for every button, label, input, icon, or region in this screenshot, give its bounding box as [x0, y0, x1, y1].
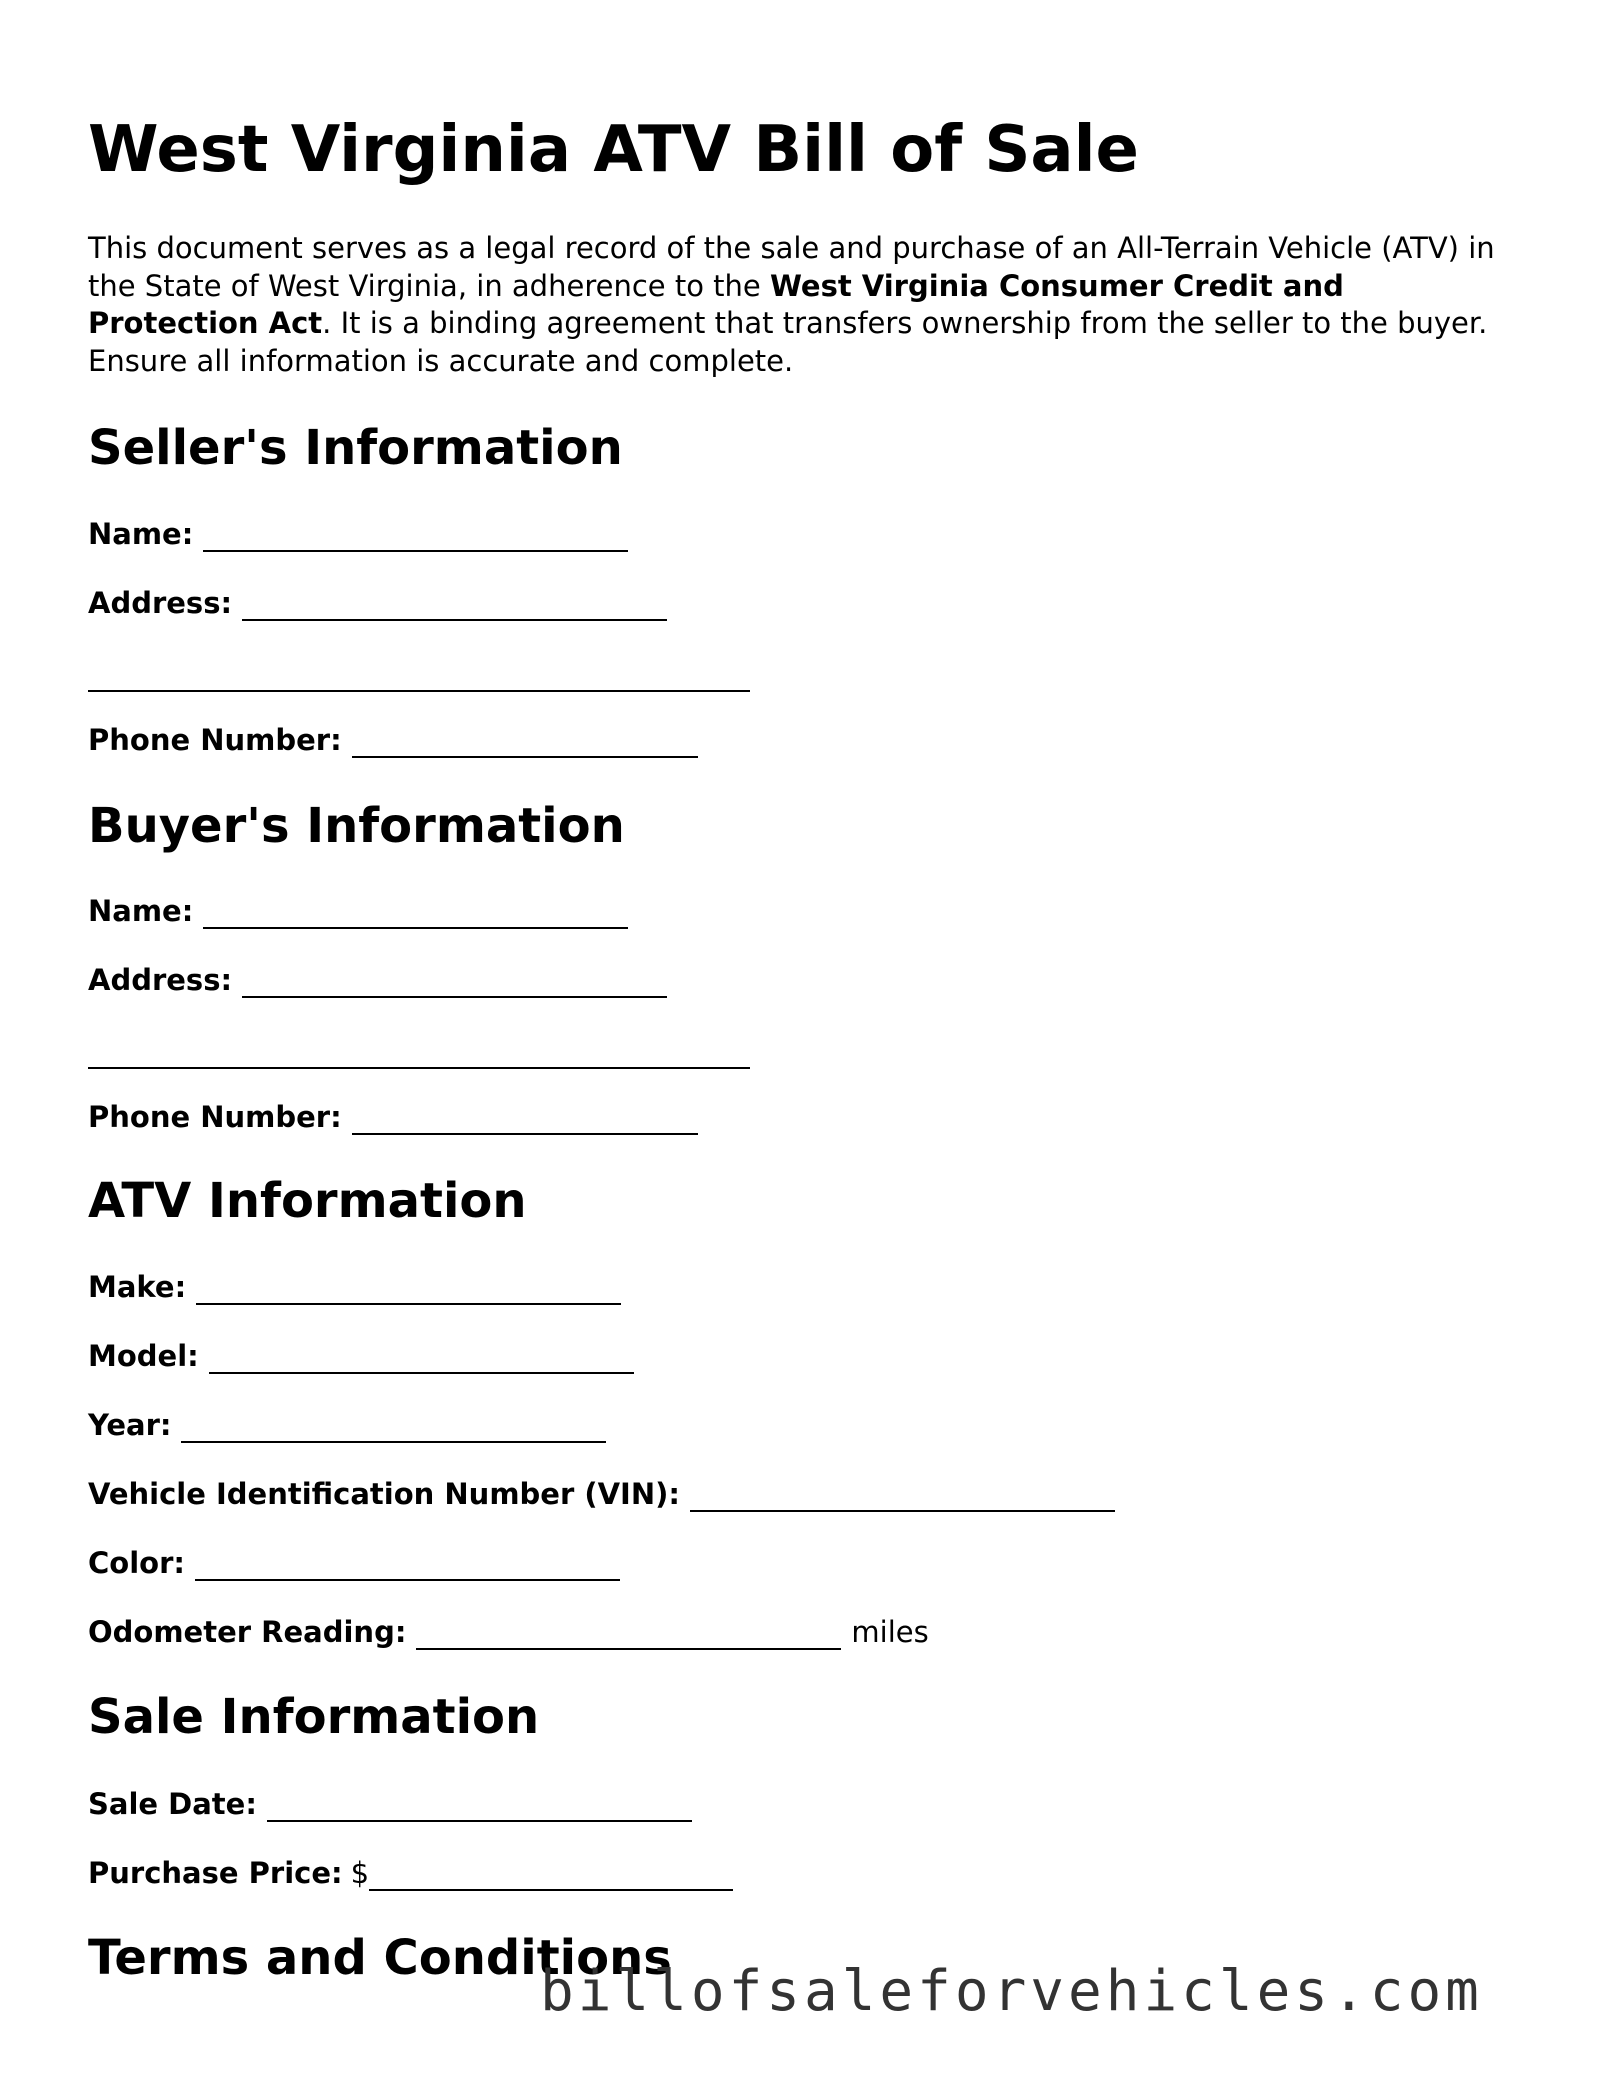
- atv-odometer-label: Odometer Reading:: [88, 1615, 407, 1649]
- sale-price-currency: $: [350, 1856, 370, 1890]
- atv-color-field: [88, 1545, 620, 1581]
- intro-paragraph: [88, 230, 1518, 380]
- buyer-address-field: [88, 962, 667, 998]
- atv-model-label: Model:: [88, 1339, 199, 1373]
- atv-make-field: [88, 1269, 621, 1305]
- sale-date-blank[interactable]: [267, 1792, 692, 1822]
- watermark-text: billofsaleforvehicles.com: [540, 1959, 1483, 2024]
- seller-name-blank[interactable]: [203, 522, 628, 552]
- seller-address-field: [88, 585, 667, 621]
- buyer-phone-label: Phone Number:: [88, 1100, 342, 1134]
- sale-price-blank[interactable]: [369, 1861, 733, 1891]
- atv-year-field: [88, 1407, 606, 1443]
- sale-date-label: Sale Date:: [88, 1787, 257, 1821]
- buyer-address-blank[interactable]: [242, 968, 667, 998]
- intro-act-name: West Virginia Consumer Credit and Protection Act: [88, 268, 1344, 340]
- atv-vin-blank[interactable]: [690, 1482, 1115, 1512]
- sale-price-label: Purchase Price:: [88, 1856, 343, 1890]
- atv-vin-label: Vehicle Identification Number (VIN):: [88, 1477, 680, 1511]
- atv-year-label: Year:: [88, 1408, 172, 1442]
- seller-name-label: Name:: [88, 517, 194, 551]
- buyer-address-line-2[interactable]: [88, 1067, 750, 1069]
- seller-address-blank[interactable]: [242, 591, 667, 621]
- atv-odometer-blank[interactable]: [416, 1620, 841, 1650]
- atv-vin-field: [88, 1476, 1115, 1512]
- atv-odometer-unit: miles: [851, 1615, 929, 1649]
- atv-color-blank[interactable]: [195, 1551, 620, 1581]
- atv-make-blank[interactable]: [196, 1275, 621, 1305]
- terms-heading: Terms and Conditions: [88, 1930, 672, 1986]
- intro-text-end: . It is a binding agreement that transfers ownership from the seller to the buyer. Ensure all information is accurate and complete.: [88, 306, 1488, 378]
- atv-model-blank[interactable]: [209, 1344, 634, 1374]
- atv-color-label: Color:: [88, 1546, 185, 1580]
- seller-address-line-2[interactable]: [88, 690, 750, 692]
- buyer-name-field: [88, 893, 628, 929]
- intro-text-start: This document serves as a legal record of the sale and purchase of an All-Terrain Vehicle (ATV) in the State of West Virginia, in adherence to the: [88, 231, 1495, 303]
- buyer-heading: Buyer's Information: [88, 798, 625, 854]
- sale-heading: Sale Information: [88, 1689, 540, 1745]
- atv-make-label: Make:: [88, 1270, 187, 1304]
- buyer-name-label: Name:: [88, 894, 194, 928]
- atv-heading: ATV Information: [88, 1173, 527, 1229]
- atv-year-blank[interactable]: [181, 1413, 606, 1443]
- sale-date-field: [88, 1786, 692, 1822]
- seller-phone-label: Phone Number:: [88, 723, 342, 757]
- document-title: West Virginia ATV Bill of Sale: [88, 113, 1139, 187]
- atv-model-field: [88, 1338, 634, 1374]
- seller-phone-blank[interactable]: [352, 728, 698, 758]
- sale-price-field: [88, 1855, 733, 1891]
- seller-heading: Seller's Information: [88, 420, 623, 476]
- seller-phone-field: [88, 722, 698, 758]
- seller-address-label: Address:: [88, 586, 233, 620]
- buyer-phone-field: [88, 1099, 698, 1135]
- seller-name-field: [88, 516, 628, 552]
- buyer-address-label: Address:: [88, 963, 233, 997]
- buyer-name-blank[interactable]: [203, 899, 628, 929]
- atv-odometer-field: [88, 1614, 929, 1650]
- buyer-phone-blank[interactable]: [352, 1105, 698, 1135]
